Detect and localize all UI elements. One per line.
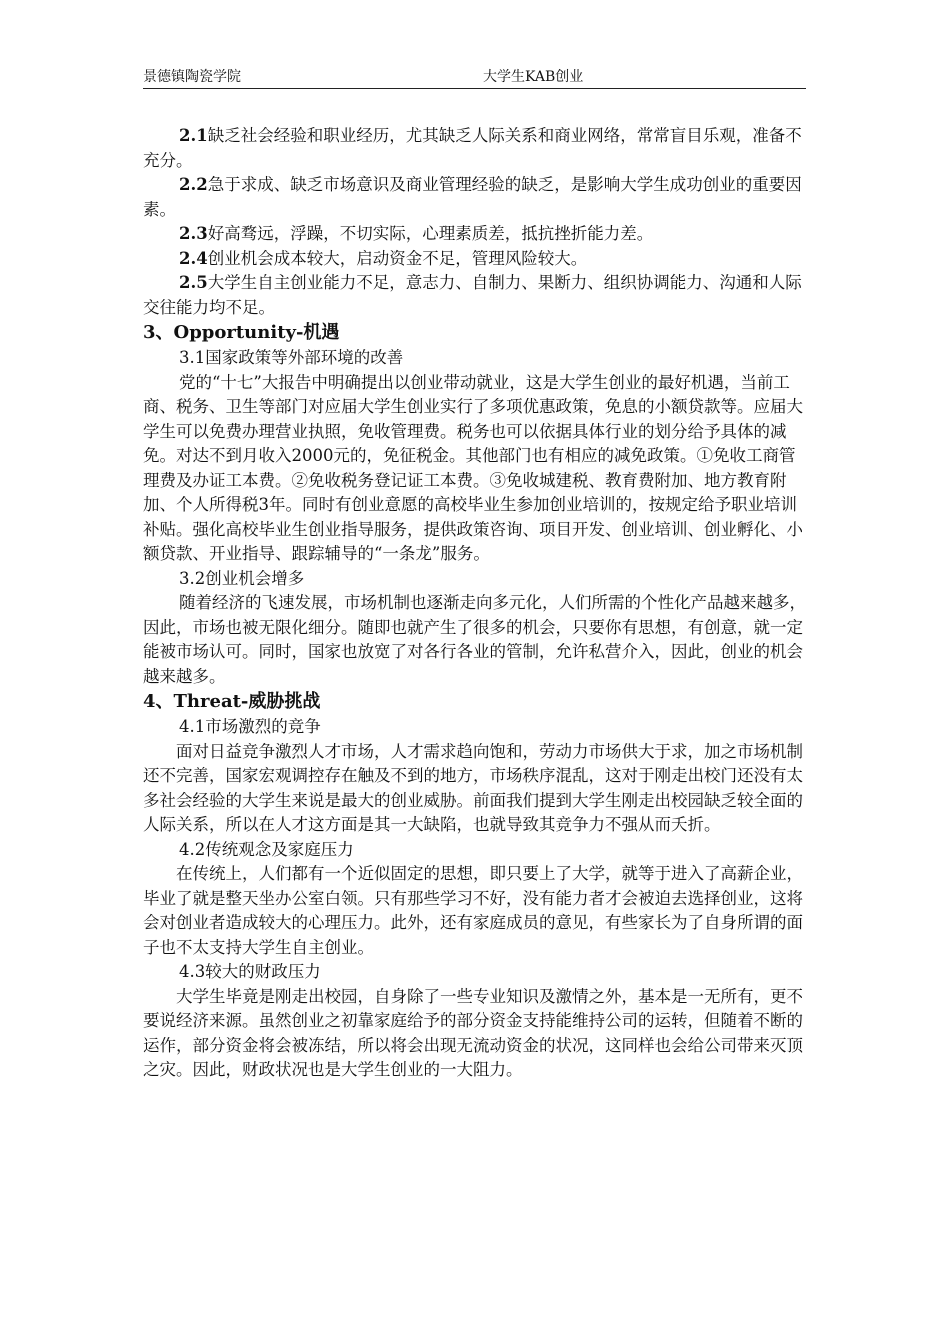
section-3-1-body: 党的“十七”大报告中明确提出以创业带动就业，这是大学生创业的最好机遇，当前工商、税务、卫生等部门对应届大学生创业实行了多项优惠政策，免息的小额贷款等。应届大学生可以免费办理营业执照，免收管理费。税务也可以依据具体行业的划分给予具体的减免。对达不到月收入2000元的，免征税金。其他部门也有相应的减免政策。①免收工商管理费及办证工本费。②免收税务登记证工本费。③免收城建税、教育费附加、地方教育附加、个人所得税3年。同时有创业意愿的高校毕业生参加创业培训的，按规定给予职业培训补贴。强化高校毕业生创业指导服务，提供政策咨询、项目开发、创业培训、创业孵化、小额贷款、开业指导、跟踪辅导的“一条龙”服务。 <box>143 372 803 563</box>
section-3-1-title: 3.1国家政策等外部环境的改善 <box>179 348 404 367</box>
section-3-2-title: 3.2创业机会增多 <box>179 568 305 588</box>
section-4-heading: 4、Threat-威胁挑战 <box>143 691 321 712</box>
section-4-1-body: 面对日益竞争激烈人才市场，人才需求趋向饱和，劳动力市场供大于求，加之市场机制还不完善，国家宏观调控存在触及不到的地方，市场秩序混乱，这对于刚走出校门还没有太多社会经验的大学生来说是最大的创业威胁。前面我们提到大学生刚走出校园缺乏较全面的人际关系，所以在人才这方面是其一大缺陷，也就导致其竞争力不强从而夭折。 <box>143 741 803 834</box>
section-4-2-body: 在传统上，人们都有一个近似固定的思想，即只要上了大学，就等于进入了高薪企业，毕业了就是整天坐办公室白领。只有那些学习不好，没有能力者才会被迫去选择创业，这将会对创业者造成较大的心理压力。此外，还有家庭成员的意见，有些家长为了自身所谓的面子也不太支持大学生自主创业。 <box>143 864 803 957</box>
section-4-1-title: 4.1市场激烈的竞争 <box>179 717 321 736</box>
item-2-5: 2.5大学生自主创业能力不足，意志力、自制力、果断力、组织协调能力、沟通和人际交往能力均不足。 <box>143 273 802 317</box>
item-2-1: 2.1缺乏社会经验和职业经历，尤其缺乏人际关系和商业网络，常常盲目乐观，准备不充分。 <box>143 126 802 170</box>
header-school: 景德镇陶瓷学院 <box>143 69 241 85</box>
item-2-3: 2.3好高骛远，浮躁，不切实际，心理素质差，抵抗挫折能力差。 <box>179 224 654 243</box>
section-4-3-body: 大学生毕竟是刚走出校园，自身除了一些专业知识及激情之外，基本是一无所有，更不要说经济来源。虽然创业之初靠家庭给予的部分资金支持能维持公司的运转，但随着不断的运作，部分资金将会被冻结，所以将会出现无流动资金的状况，这同样也会给公司带来灭顶之灾。因此，财政状况也是大学生创业的一大阻力。 <box>143 986 803 1079</box>
section-4-3-title: 4.3较大的财政压力 <box>179 962 321 981</box>
section-4-2-title: 4.2传统观念及家庭压力 <box>179 839 354 859</box>
section-3-heading: 3、Opportunity-机遇 <box>143 322 340 343</box>
section-3-2-body: 随着经济的飞速发展，市场机制也逐渐走向多元化，人们所需的个性化产品越来越多，因此，市场也被无限化细分。随即也就产生了很多的机会，只要你有思想，有创意，就一定能被市场认可。同时，国家也放宽了对各行各业的管制，允许私营介入，因此，创业的机会越来越多。 <box>143 593 806 686</box>
item-2-2: 2.2急于求成、缺乏市场意识及商业管理经验的缺乏，是影响大学生成功创业的重要因素。 <box>143 175 802 219</box>
header-title: 大学生KAB创业 <box>483 69 584 85</box>
document-body <box>143 124 806 1083</box>
item-2-4: 2.4创业机会成本较大，启动资金不足，管理风险较大。 <box>179 248 588 268</box>
page-header <box>143 66 806 89</box>
